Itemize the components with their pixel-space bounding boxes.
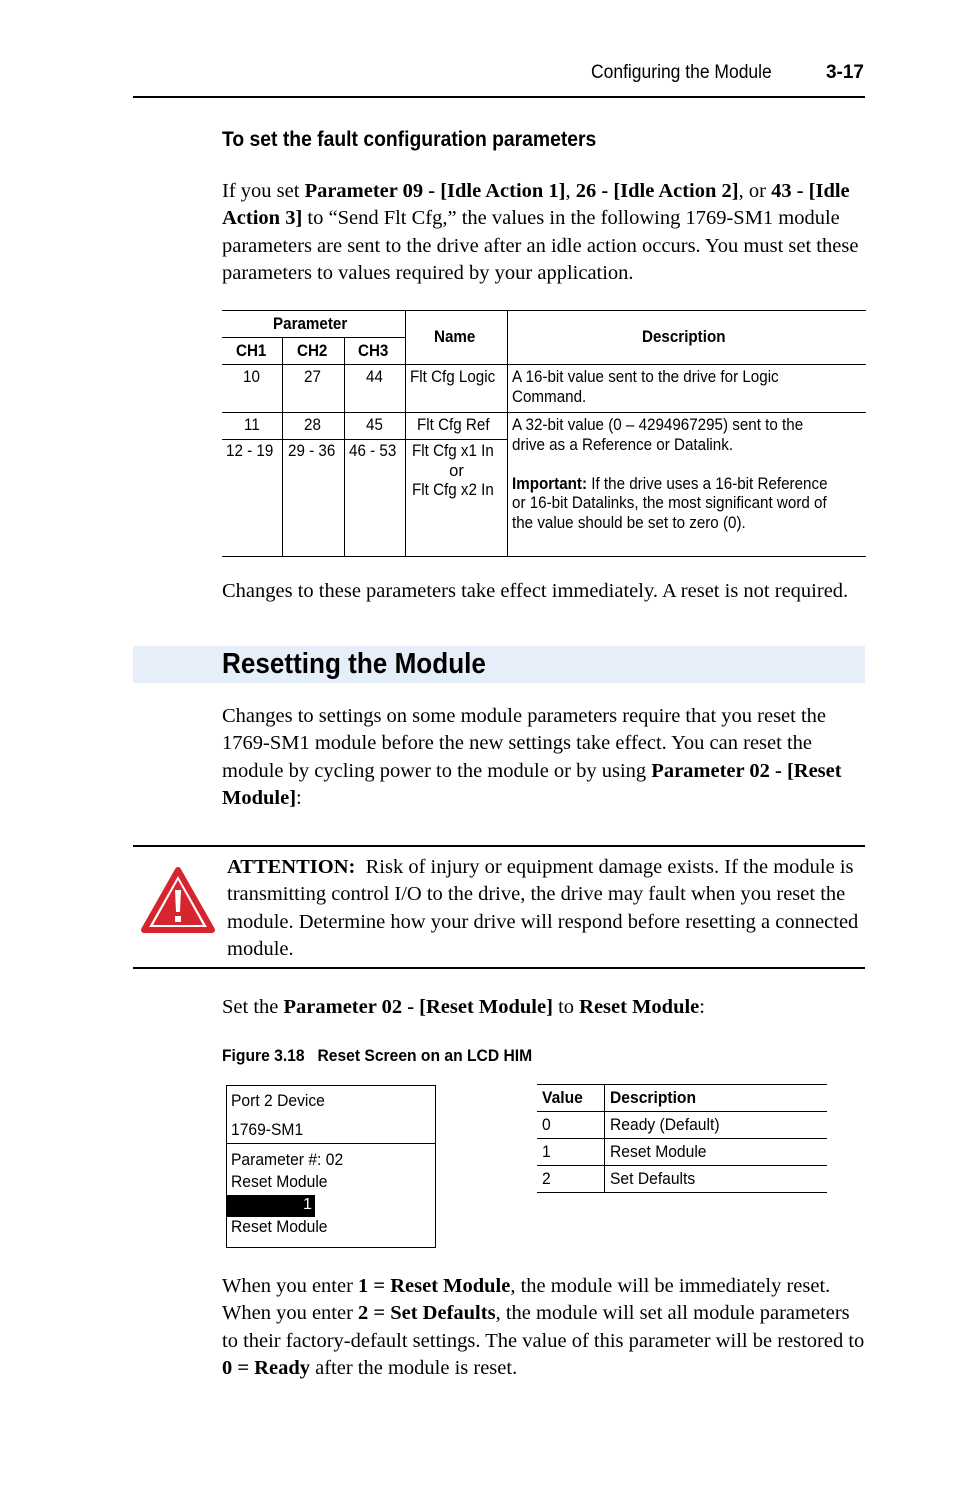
cell-ch1: 10: [242, 368, 260, 386]
value-cell: 0: [537, 1112, 605, 1139]
cell-ch3: 46 - 53: [344, 440, 405, 557]
value-table-head-description: Description: [605, 1085, 828, 1112]
page-number: 3-17: [825, 62, 864, 83]
cell-description: A 16-bit value sent to the drive for Logic Command.: [508, 365, 867, 413]
lcd-him-screen: [226, 1085, 436, 1248]
attention-top-rule: [133, 845, 865, 847]
table-head-ch2: CH2: [283, 338, 344, 365]
lcd-port-device: Port 2 Device: [231, 1091, 325, 1110]
cell-name: Flt Cfg Ref: [406, 413, 508, 440]
reset-closing-paragraph: When you enter 1 = Reset Module, the module will be immediately reset. When you enter 2 = Set Defaults, the module will set all module parameters to their factory-default settings. The value of this parameter will be restored to 0 = Ready after the module is reset.: [222, 1275, 865, 1379]
cell-ch3: 44: [344, 365, 405, 413]
cell-ch2: 29 - 36: [283, 440, 344, 557]
lcd-module-name: 1769-SM1: [231, 1120, 304, 1139]
figure-caption: Figure 3.18 Reset Screen on an LCD HIM: [222, 1046, 533, 1065]
value-cell: 2: [537, 1166, 605, 1193]
lcd-parameter-number: Parameter #: 02: [231, 1150, 344, 1169]
running-header-title: Configuring the Module: [591, 62, 772, 83]
fault-config-intro: If you set Parameter 09 - [Idle Action 1], 26 - [Idle Action 2], or 43 - [Idle Action 3] to “Send Flt Cfg,” the values in the following 1769-SM1 module parameters are sent to the drive after an idle action occurs. You must set these parameters to values required by your application.: [222, 180, 859, 284]
cell-ch3: 45: [344, 413, 405, 440]
description-cell: Set Defaults: [605, 1166, 828, 1193]
cell-description-shared: A 32-bit value (0 – 4294967295) sent to the drive as a Reference or Datalink. Important: If the drive uses a 16-bit Reference or 16-bit Datalinks, the most significant word of the value should be set to zero (0).: [508, 413, 867, 557]
table-row: [537, 1139, 827, 1166]
header-rule: [133, 96, 865, 98]
fault-config-table: [222, 310, 866, 557]
reset-intro: Changes to settings on some module parameters require that you reset the 1769-SM1 module before the new settings take effect. You can reset the module by cycling power to the module or by using Parameter 02 - [Reset Module]:: [222, 705, 842, 809]
section-title: Resetting the Module: [222, 648, 486, 680]
lcd-value: 1: [303, 1196, 312, 1213]
reset-value-table: [537, 1084, 827, 1193]
description-cell: Ready (Default): [605, 1112, 828, 1139]
cell-name: Flt Cfg x1 In or Flt Cfg x2 In: [406, 440, 508, 557]
cell-name: Flt Cfg Logic: [406, 365, 508, 413]
table-row: [537, 1166, 827, 1193]
table-row: [222, 365, 866, 413]
table-row: [537, 1112, 827, 1139]
attention-bottom-rule: [133, 967, 865, 969]
value-table-head-value: Value: [537, 1085, 605, 1112]
table-head-ch3: CH3: [344, 338, 405, 365]
set-parameter-line: Set the Parameter 02 - [Reset Module] to Reset Module:: [222, 996, 705, 1018]
description-cell: Reset Module: [605, 1139, 828, 1166]
attention-text: ATTENTION: Risk of injury or equipment damage exists. If the module is transmitting control I/O to the drive, the drive may fault when you reset the module. Determine how your drive will respond before resetting a connected module.: [227, 856, 864, 960]
lcd-value-highlight: [227, 1195, 315, 1217]
table-head-name: Name: [406, 311, 508, 365]
table-head-parameter: Parameter: [222, 311, 406, 338]
table-row: [222, 413, 866, 440]
value-cell: 1: [537, 1139, 605, 1166]
fault-config-note: Changes to these parameters take effect immediately. A reset is not required.: [222, 580, 849, 602]
fault-config-heading: To set the fault configuration parameters: [222, 128, 597, 151]
attention-label: ATTENTION:: [227, 856, 356, 878]
lcd-value-text: Reset Module: [231, 1217, 328, 1236]
table-head-description: Description: [508, 311, 867, 365]
lcd-parameter-name: Reset Module: [231, 1172, 328, 1191]
cell-ch2: 28: [283, 413, 344, 440]
warning-triangle-icon: [140, 866, 216, 934]
cell-ch1: 12 - 19: [222, 440, 283, 557]
table-head-ch1: CH1: [222, 338, 283, 365]
cell-ch2: 27: [283, 365, 344, 413]
lcd-divider: [227, 1143, 435, 1144]
cell-ch1: 11: [222, 413, 283, 440]
